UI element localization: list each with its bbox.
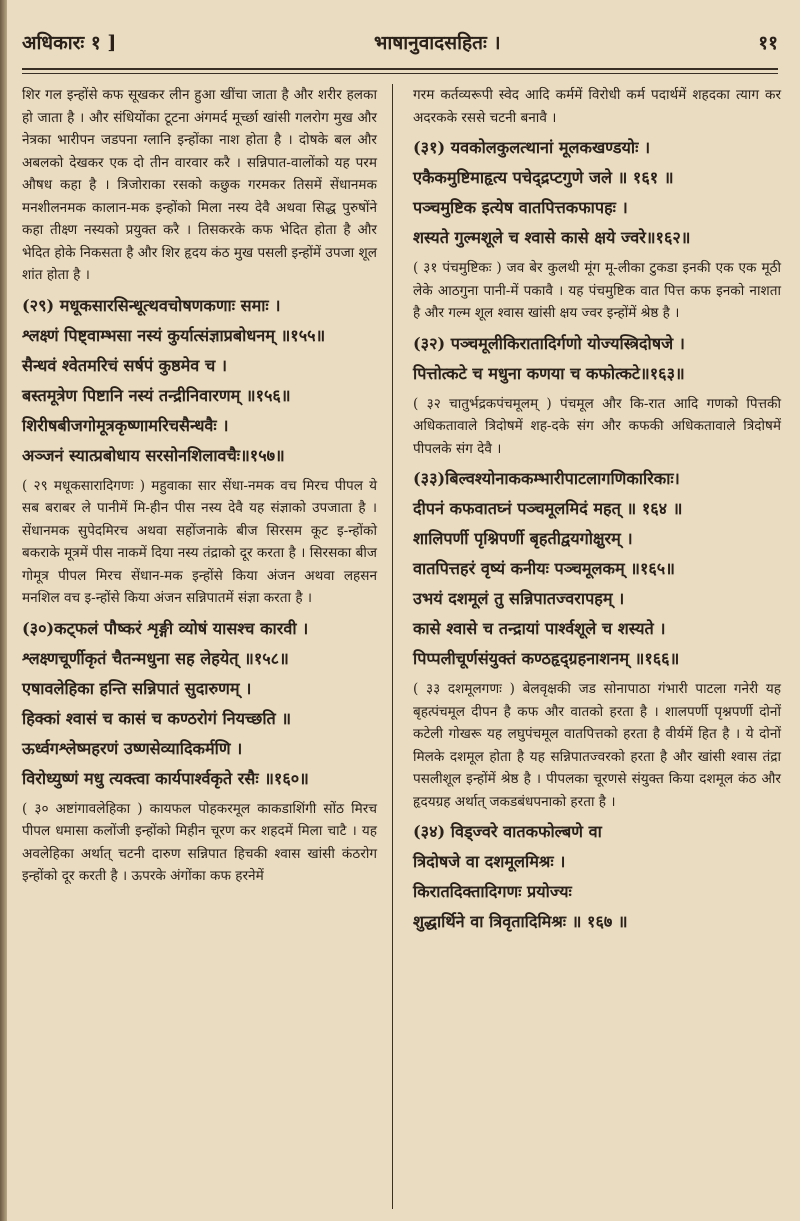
verse-block: (३१) यवकोलकुलत्थानां मूलकखण्डयोः । एकैकमुष्टिमाहृत्य पचेद्द्रप्टगुणे जले ॥ १६१ ॥ पञ्चमुष्टिक इत्येष वातपित्तकफापहः । शस्यते गुल्मशूले च श्वासे कासे क्षये ज्वरे॥१६२॥ <box>413 138 691 247</box>
commentary-paragraph: ( ३१ पंचमुष्टिकः ) जव बेर कुलथी मूंग मू-लीका टुकडा इनकी एक एक मूठी लेके आठगुना पानी-में पकावै । यह पंचमुष्टिक वात पित्त कफ इनको नाशता है और गल्म शूल श्वास खांसी क्षय ज्वर इन्होंमें श्रेष्ठ है । <box>413 260 781 321</box>
header-rule-thin <box>22 73 778 74</box>
header-rule <box>22 68 778 70</box>
header-title: भाषानुवादसहितः । <box>373 32 501 54</box>
commentary-paragraph: ( ३३ दशमूलगणः ) बेलवृक्षकी जड सोनापाठा गंभारी पाटला गनेरी यह बृहत्पंचमूल दीपन है कफ और वातको हरता है । शालपर्णी पृश्नपर्णी दोनों कटेली गोखरू यह लघुपंचमूल वातपित्तको हरता है वीर्यमें हित है । ये दोनों मिलके दशमूल होता है यह सन्निपातज्वरको हरता है और खांसी श्वास तंद्रा पसलीशूल इन्होंमें श्रेष्ठ है । पीपलका चूरणसे संयुक्त किया दशमूल कंठ और हृदयग्रह अर्थात् जकडबंधपनाको हरता है । <box>413 681 781 810</box>
left-column <box>22 84 377 892</box>
verse-block: (२९) मधूकसारसिन्धूत्थवचोषणकणाः समाः । श्लक्ष्णं पिष्ट्वाम्भसा नस्यं कुर्यात्संज्ञाप्रबोधनम् ॥१५५॥ सैन्धवं श्वेतमरिचं सर्षपं कुष्ठमेव च । बस्तमूत्रेण पिष्टानि नस्यं तन्द्रीनिवारणम् ॥१५६॥ शिरीषबीजगोमूत्रकृष्णामरिचसैन्धवैः । अञ्जनं स्यात्प्रबोधाय सरसोनशिलावचैः॥१५७॥ <box>22 295 326 465</box>
commentary-paragraph: शिर गल इन्होंसे कफ सूखकर लीन हुआ खींचा जाता है और शरीर हलका हो जाता है । और संधियोंका टूटना अंगमर्द मूर्च्छा खांसी गलरोग मुख और नेत्रका भारीपन जडपना ग्लानि इन्होंका नाश होता है । दोषके बल और अबलको देखकर एक दो तीन वारवार करै । सन्निपात-वालोंको यह परम औषध कहा है । त्रिजोराका रसको कछुक गरमकर तिसमें सेंधानमक मनशीलनमक कालान-मक इन्होंको मिला नस्य देवै अथवा सिद्ध पुरुषोंने कहा तीक्ष्ण नस्यको प्रयुक्त करै । तिसकरके कफ भेदित होता है और भेदित होके निकसता है और शिर हृदय कंठ मुख पसली इन्होंमें उपजा शूल शांत होता है । <box>22 87 377 283</box>
commentary-paragraph: ( २९ मधूकसारादिगणः ) महुवाका सार सेंधा-नमक वच मिरच पीपल ये सब बराबर ले पानीमें मि-हीन पीस नस्य देवै यह संज्ञाको उपजाता है । सेंधानमक सुपेदमिरच अथवा सहोंजनाके बीज सिरसम कूट इ-न्होंको बकराके मूत्रमें पीस नाकमें दिया नस्य तंद्राको दूर करता है । सिरसका बीज गोमूत्र पीपल मिरच सेंधान-मक इन्होंसे किया अंजन अथवा लहसन मनशिल वच इ-न्होंसे किया अंजन सन्निपातमें संज्ञा करता है । <box>22 477 377 606</box>
header-chapter: अधिकारः १ ] <box>22 32 117 54</box>
commentary-paragraph: ( ३२ चातुर्भद्रकपंचमूलम् ) पंचमूल और कि-रात आदि गणको पित्तकी अधिकतावाले त्रिदोषमें शह-दके संग और कफकी अधिकतावाले त्रिदोषमें पीपलके संग देवै । <box>413 395 781 457</box>
header-page-number: ११ <box>758 32 778 54</box>
verse-block: (३३)बिल्वश्योनाककम्भारीपाटलागणिकारिकाः। दीपनं कफवातघ्नं पञ्चमूलमिदं महत् ॥ १६४ ॥ शालिपर्णी पृश्निपर्णी बृहतीद्वयगोक्षुरम् । वातपित्तहरं वृष्यं कनीयः पञ्चमूलकम् ॥१६५॥ उभयं दशमूलं तु सन्निपातज्वरापहम् । कासे श्वासे च तन्द्रायां पार्श्वशूले च शस्यते । पिप्पलीचूर्णसंयुक्तं कण्ठहृद्ग्रहनाशनम् ॥१६६॥ <box>413 469 683 668</box>
column-divider <box>392 84 393 1209</box>
verse-block: (३२) पञ्चमूलीकिरातादिर्गणो योज्यस्त्रिदोषजे । पित्तोत्कटे च मधुना कणया च कफोत्कटे॥१६३॥ <box>413 333 685 383</box>
verse-block: (३४) विड्ज्वरे वातकफोल्बणे वा त्रिदोषजे वा दशमूलमिश्रः । किरातदिक्तादिगणः प्रयोज्यः शुद्धार्थिने वा त्रिवृतादिमिश्रः ॥ १६७ ॥ <box>413 822 628 931</box>
commentary-paragraph: गरम कर्तव्यरूपी स्वेद आदि कर्ममें विरोधी कर्म पदार्थमें शहदका त्याग कर अदरकके रससे चटनी बनावै । <box>413 87 781 126</box>
verse-block: (३०)कट्फलं पौष्करं शृङ्गी व्योषं यासश्च कारवी । श्लक्ष्णचूर्णीकृतं चैतन्मधुना सह लेहयेत् ॥१५८॥ एषावलेहिका हन्ति सन्निपातं सुदारुणम् । हिक्कां श्वासं च कासं च कण्ठरोगं नियच्छति ॥ ऊर्ध्वगश्लेष्महरणं उष्णसेव्यादिकर्मणि । विरोध्युष्णं मधु त्यक्त्वा कार्यपार्श्वकृते रसैः ॥१६०॥ <box>22 618 309 788</box>
running-header <box>22 22 778 62</box>
page-edge <box>0 0 7 1221</box>
commentary-paragraph: ( ३० अष्टांगावलेहिका ) कायफल पोहकरमूल काकडाशिंगी सोंठ मिरच पीपल धमासा कलोंजी इन्होंको मिहीन चूरण कर शहदमें मिला चाटै । यह अवलेहिका अर्थात् चटनी दारुण सन्निपात हिचकी श्वास खांसी कंठरोग इन्होंको दूर करती है । ऊपरके अंगोंका कफ हरनेमें <box>22 800 377 884</box>
right-column <box>413 84 781 941</box>
